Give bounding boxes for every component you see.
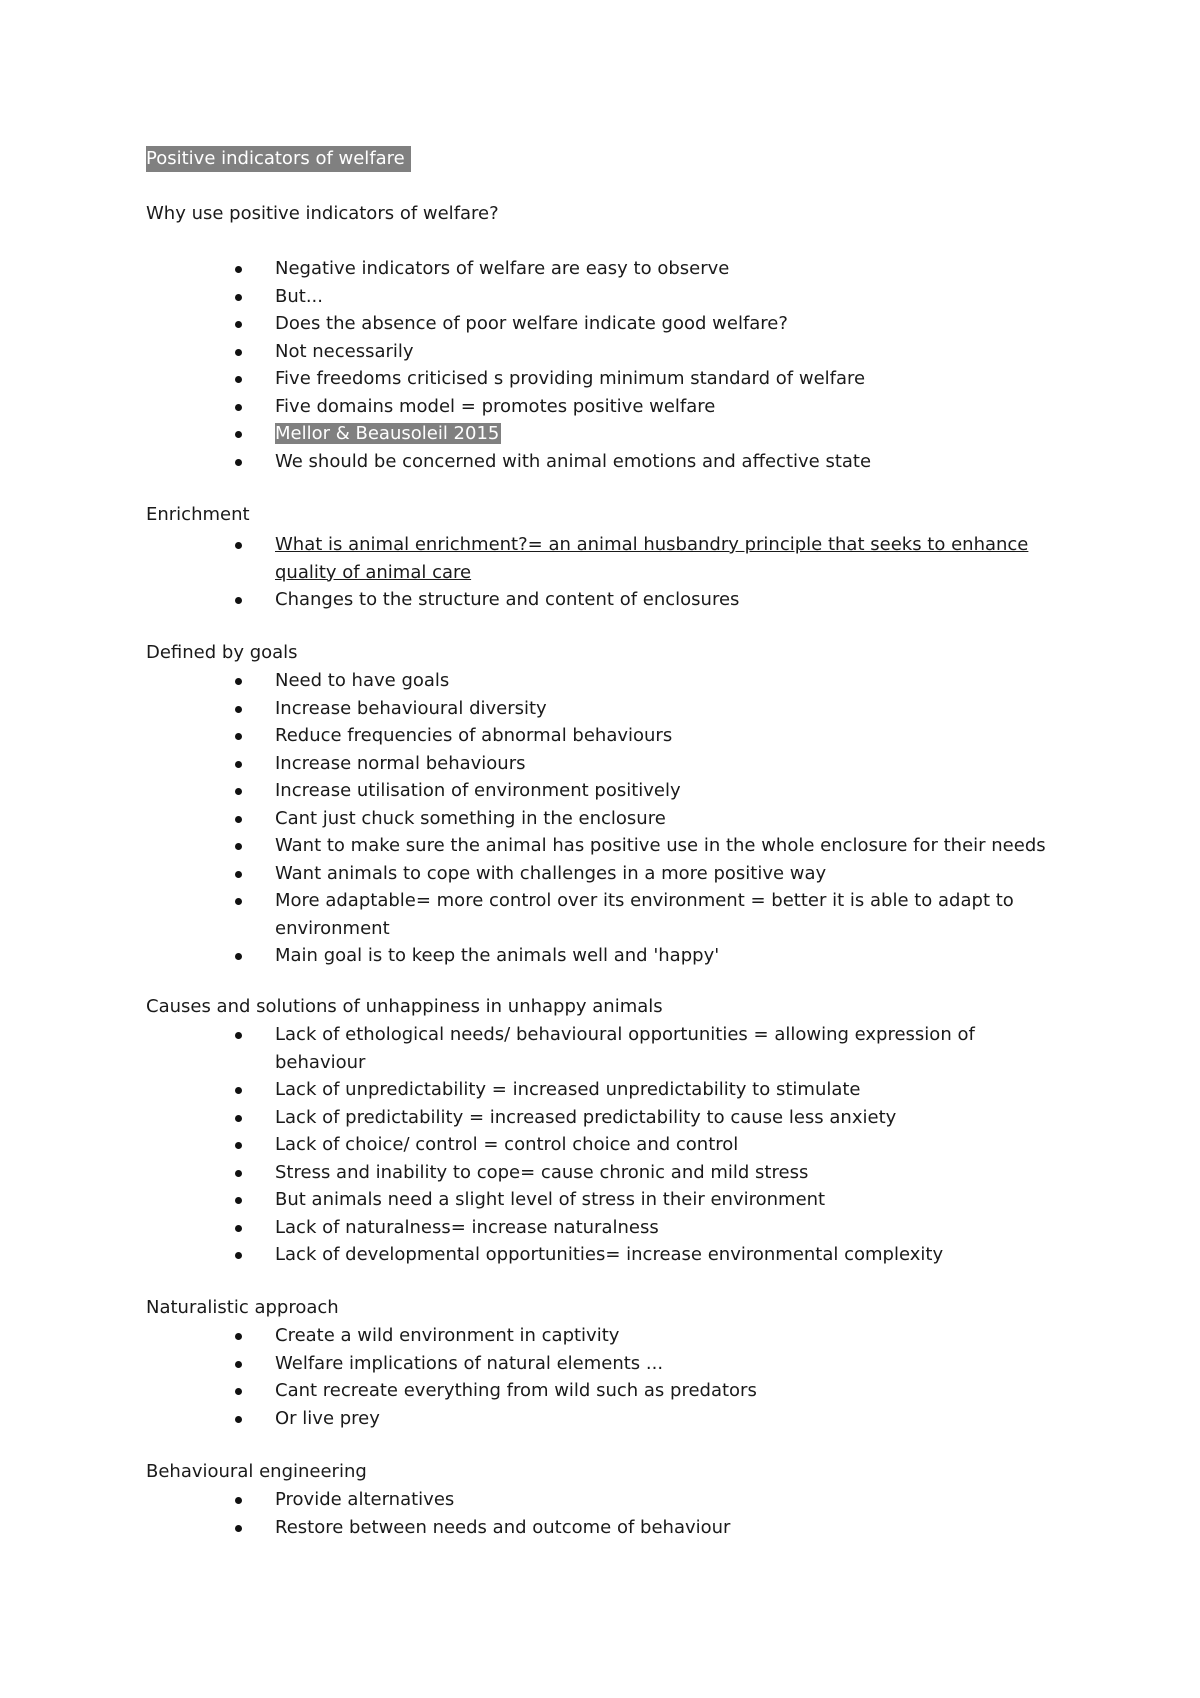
list-item (235, 1186, 1055, 1214)
highlighted-citation: Mellor & Beausoleil 2015 (275, 423, 500, 444)
section-heading-defined-by-goals: Defined by goals (146, 642, 298, 663)
section-heading-behavioural-engineering: Behavioural engineering (146, 1461, 367, 1482)
list-item (235, 1514, 1055, 1542)
list-item-text: Changes to the structure and content of enclosures (275, 589, 740, 610)
list-item (235, 887, 1055, 942)
list-item-text: Cant just chuck something in the enclosure (275, 807, 666, 829)
list-item-text: Lack of ethological needs/ behavioural opportunities = allowing expression of behaviour (275, 1024, 975, 1073)
bullet-icon (235, 1170, 242, 1177)
bullet-icon (235, 678, 242, 685)
list-item (235, 586, 1055, 614)
bullet-icon (235, 953, 242, 960)
list-item (235, 860, 1055, 888)
bullet-icon (235, 431, 242, 438)
list-naturalistic (235, 1322, 1055, 1432)
list-item-text: More adaptable= more control over its environment = better it is able to adapt to environment (275, 890, 1014, 939)
list-item (235, 1322, 1055, 1350)
list-item-text: Welfare implications of natural elements ... (275, 1352, 664, 1374)
list-item (235, 310, 1055, 338)
list-item-text: Restore between needs and outcome of behaviour (275, 1516, 731, 1538)
bullet-icon (235, 871, 242, 878)
list-item-text: Lack of naturalness= increase naturalness (275, 1216, 659, 1238)
page-title: Positive indicators of welfare (146, 146, 411, 172)
bullet-icon (235, 376, 242, 383)
list-item-text: Want to make sure the animal has positive use in the whole enclosure for their needs (275, 835, 1046, 856)
bullet-icon (235, 321, 242, 328)
section-heading-enrichment: Enrichment (146, 504, 250, 525)
list-item (235, 365, 1055, 393)
list-item (235, 1350, 1055, 1378)
section-heading-causes-solutions: Causes and solutions of unhappiness in unhappy animals (146, 996, 663, 1017)
bullet-icon (235, 1032, 242, 1039)
list-item (235, 1241, 1055, 1269)
list-causes-solutions (235, 1021, 1055, 1269)
list-item-text: Does the absence of poor welfare indicate good welfare? (275, 313, 788, 334)
list-item (235, 1405, 1055, 1433)
list-item (235, 531, 1055, 586)
list-item (235, 1076, 1055, 1104)
list-item (235, 338, 1055, 366)
bullet-icon (235, 761, 242, 768)
list-item (235, 695, 1055, 723)
bullet-icon (235, 1361, 242, 1368)
list-item-text: Provide alternatives (275, 1489, 455, 1510)
bullet-icon (235, 843, 242, 850)
bullet-icon (235, 898, 242, 905)
list-item-text: But animals need a slight level of stress in their environment (275, 1189, 826, 1210)
list-item (235, 832, 1055, 860)
list-item-text: Increase behavioural diversity (275, 697, 547, 719)
list-item (235, 1104, 1055, 1132)
list-enrichment (235, 531, 1055, 614)
bullet-icon (235, 1525, 242, 1532)
list-item (235, 393, 1055, 421)
list-item (235, 777, 1055, 805)
list-item-text: But... (275, 285, 323, 307)
list-item-text: Increase normal behaviours (275, 752, 526, 774)
list-behavioural-engineering (235, 1486, 1055, 1541)
bullet-icon (235, 788, 242, 795)
list-item (235, 942, 1055, 970)
bullet-icon (235, 1087, 242, 1094)
bullet-icon (235, 266, 242, 273)
list-item-text: We should be concerned with animal emotions and affective state (275, 450, 872, 472)
list-item-text: Lack of predictability = increased predictability to cause less anxiety (275, 1106, 897, 1128)
list-item (235, 667, 1055, 695)
list-why-positive (235, 255, 1055, 475)
bullet-icon (235, 816, 242, 823)
list-item-text: What is animal enrichment?= an animal husbandry principle that seeks to enhance quality of animal care (275, 534, 1029, 583)
list-item-text: Reduce frequencies of abnormal behaviours (275, 725, 673, 746)
list-item-text: Create a wild environment in captivity (275, 1325, 620, 1346)
list-item-text: Main goal is to keep the animals well and 'happy' (275, 945, 720, 966)
list-item-text: Cant recreate everything from wild such as predators (275, 1380, 757, 1401)
list-item (235, 1159, 1055, 1187)
list-item (235, 420, 1055, 448)
list-defined-by-goals (235, 667, 1055, 970)
list-item-text: Lack of unpredictability = increased unpredictability to stimulate (275, 1079, 861, 1100)
list-item-text: Not necessarily (275, 340, 414, 362)
bullet-icon (235, 1115, 242, 1122)
list-item-text: Lack of developmental opportunities= increase environmental complexity (275, 1244, 944, 1265)
bullet-icon (235, 1142, 242, 1149)
bullet-icon (235, 1497, 242, 1504)
bullet-icon (235, 294, 242, 301)
bullet-icon (235, 404, 242, 411)
list-item (235, 448, 1055, 476)
bullet-icon (235, 1252, 242, 1259)
list-item (235, 750, 1055, 778)
section-heading-why-positive: Why use positive indicators of welfare? (146, 203, 499, 224)
list-item (235, 1131, 1055, 1159)
bullet-icon (235, 1197, 242, 1204)
list-item-text: Lack of choice/ control = control choice and control (275, 1134, 739, 1155)
bullet-icon (235, 459, 242, 466)
list-item (235, 1021, 1055, 1076)
bullet-icon (235, 349, 242, 356)
section-heading-naturalistic: Naturalistic approach (146, 1297, 339, 1318)
list-item-text: Increase utilisation of environment positively (275, 780, 681, 801)
list-item (235, 722, 1055, 750)
bullet-icon (235, 1333, 242, 1340)
bullet-icon (235, 597, 242, 604)
bullet-icon (235, 706, 242, 713)
list-item (235, 1214, 1055, 1242)
list-item (235, 283, 1055, 311)
bullet-icon (235, 733, 242, 740)
list-item-text: Stress and inability to cope= cause chronic and mild stress (275, 1161, 809, 1183)
bullet-icon (235, 1225, 242, 1232)
bullet-icon (235, 1388, 242, 1395)
list-item-text: Five domains model = promotes positive welfare (275, 395, 716, 417)
bullet-icon (235, 1416, 242, 1423)
list-item-text: Want animals to cope with challenges in a more positive way (275, 862, 827, 884)
list-item (235, 805, 1055, 833)
bullet-icon (235, 542, 242, 549)
list-item-text: Five freedoms criticised s providing minimum standard of welfare (275, 368, 866, 389)
list-item (235, 1377, 1055, 1405)
list-item (235, 255, 1055, 283)
list-item-text: Need to have goals (275, 670, 450, 691)
list-item-text: Or live prey (275, 1407, 380, 1429)
list-item-text: Negative indicators of welfare are easy to observe (275, 258, 730, 279)
list-item (235, 1486, 1055, 1514)
